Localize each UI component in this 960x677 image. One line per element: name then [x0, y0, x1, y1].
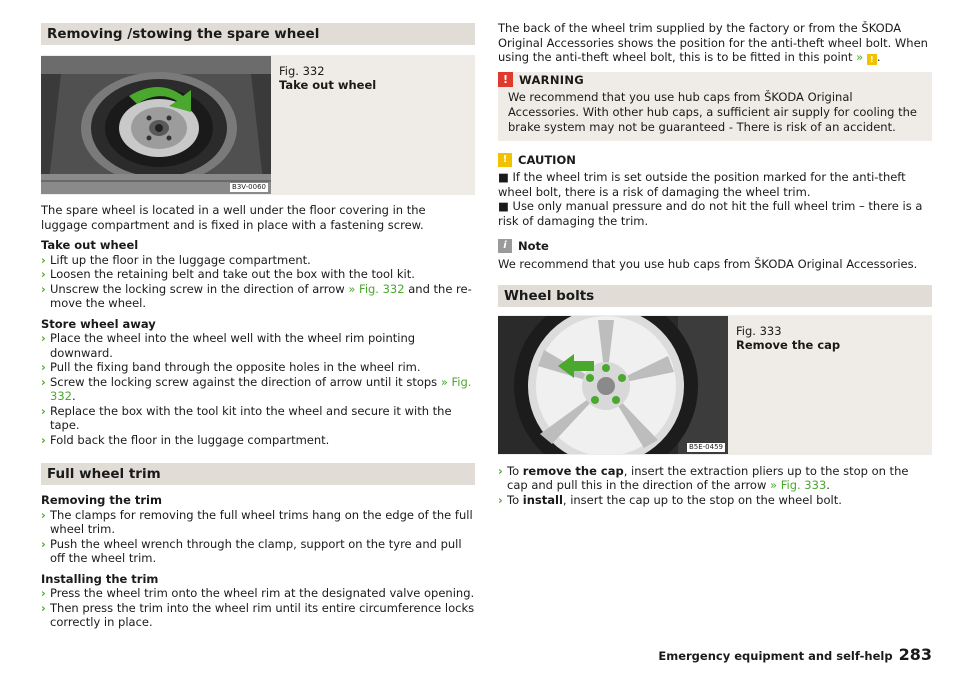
figure-code: B5E-0459	[688, 442, 723, 451]
chevron-right-icon: ›	[498, 492, 503, 507]
list-item: › Pull the fixing band through the opposite holes in the wheel rim.	[41, 360, 421, 374]
removing-heading: Removing the trim	[41, 493, 162, 507]
figure-332	[41, 55, 475, 195]
chevron-right-icon: ›	[41, 360, 46, 374]
list-item: › To remove the cap, insert the extraction pliers up to the stop on the cap and pull this in the direction of the arrow » Fig. 333.	[498, 463, 909, 492]
section-title-spare-wheel: Removing /stowing the spare wheel	[41, 23, 475, 45]
page-number: 283	[898, 645, 932, 664]
footer-section: Emergency equipment and self-help	[658, 649, 893, 663]
store-heading: Store wheel away	[41, 316, 156, 331]
page-footer	[658, 645, 932, 664]
warning-box	[498, 72, 932, 141]
section-title-wheel-bolts: Wheel bolts	[498, 285, 932, 307]
take-out-steps	[41, 253, 475, 311]
warning-label: WARNING	[519, 72, 584, 87]
fig-332-link[interactable]: » Fig. 332	[348, 281, 405, 296]
chevron-right-icon: ›	[498, 463, 503, 478]
section-title-full-wheel-trim: Full wheel trim	[41, 463, 475, 485]
list-item: › Loosen the retaining belt and take out the box with the tool kit.	[41, 267, 415, 281]
figure-caption	[271, 55, 384, 195]
figure-title: Take out wheel	[279, 78, 377, 92]
spare-wheel-image	[41, 56, 271, 194]
note-text: We recommend that you use hub caps from ŠKODA Original Accessories.	[498, 257, 918, 271]
list-item: › Then press the trim into the wheel rim until its entire circumference locks correctly in place.	[41, 600, 475, 629]
installing-steps	[41, 586, 475, 630]
chevron-right-icon: ›	[41, 507, 46, 522]
list-item: › Unscrew the locking screw in the direction of arrow » Fig. 332 and the re-move the wheel.	[41, 281, 472, 310]
figure-333	[498, 315, 932, 455]
caution-inline-icon: !	[867, 54, 877, 65]
figure-number: Fig. 333	[736, 323, 782, 338]
left-column	[41, 23, 475, 630]
intro-paragraph: The spare wheel is located in a well under the floor covering in the luggage compartment and is fixed in place with a fastening screw.	[41, 203, 426, 232]
wheel-bolt-steps	[498, 464, 932, 508]
list-item: › Push the wheel wrench through the clamp, support on the tyre and pull off the wheel trim.	[41, 536, 462, 565]
caution-header	[498, 153, 932, 167]
warning-ref-link[interactable]: »	[856, 50, 864, 64]
anti-theft-paragraph: The back of the wheel trim supplied by the factory or from the ŠKODA Original Accessories shows the position for the anti-theft wheel bolt. When using the anti-theft wheel bolt, this is to be fitted in this point » ! .	[498, 21, 928, 64]
fig-333-link[interactable]: » Fig. 333	[770, 478, 827, 492]
wheel-bolts-image	[498, 316, 728, 454]
right-column	[498, 21, 932, 507]
figure-caption	[728, 315, 848, 455]
chevron-right-icon: ›	[41, 374, 46, 389]
list-item: › The clamps for removing the full wheel trims hang on the edge of the full wheel trim.	[41, 507, 473, 536]
warning-icon: !	[498, 72, 513, 87]
list-item: › Replace the box with the tool kit into the wheel and secure it with the tape.	[41, 403, 452, 432]
spare-wheel-illustration	[41, 56, 271, 194]
chevron-right-icon: ›	[41, 432, 46, 447]
chevron-right-icon: ›	[41, 586, 46, 600]
store-steps	[41, 331, 475, 447]
chevron-right-icon: ›	[41, 536, 46, 551]
chevron-right-icon: ›	[41, 281, 46, 296]
figure-title: Remove the cap	[736, 337, 841, 352]
chevron-right-icon: ›	[41, 267, 46, 281]
caution-item-2: ■ Use only manual pressure and do not hit the full wheel trim – there is a risk of damaging the trim.	[498, 199, 923, 228]
take-out-heading: Take out wheel	[41, 238, 139, 252]
wheel-cap-illustration	[498, 316, 728, 454]
info-icon: i	[498, 239, 512, 253]
list-item: › To install, insert the cap up to the stop on the wheel bolt.	[498, 492, 842, 507]
installing-heading: Installing the trim	[41, 571, 159, 586]
list-item: › Lift up the floor in the luggage compartment.	[41, 252, 311, 267]
removing-steps	[41, 508, 475, 566]
chevron-right-icon: ›	[41, 252, 46, 267]
note-header	[498, 239, 932, 253]
chevron-right-icon: ›	[41, 331, 46, 345]
list-item: › Fold back the floor in the luggage compartment.	[41, 432, 330, 447]
chevron-right-icon: ›	[41, 600, 46, 615]
caution-label: CAUTION	[518, 153, 576, 167]
list-item: › Screw the locking screw against the direction of arrow until it stops » Fig. 332.	[41, 374, 472, 403]
list-item: › Press the wheel trim onto the wheel rim at the designated valve opening.	[41, 586, 475, 600]
chevron-right-icon: ›	[41, 403, 46, 418]
fig-332-link[interactable]: » Fig. 332	[50, 374, 472, 403]
figure-code: B3V-0060	[232, 183, 266, 191]
caution-icon: !	[498, 153, 512, 167]
note-label: Note	[518, 239, 549, 253]
warning-text: We recommend that you use hub caps from ŠKODA Original Accessories. With other hub caps, a sufficient air supply for cooling the brake system may not be guaranteed - There is risk of an accident.	[508, 90, 917, 134]
caution-item-1: ■ If the wheel trim is set outside the position marked for the anti-theft wheel bolt, there is a risk of damaging the wheel trim.	[498, 170, 906, 199]
figure-number: Fig. 332	[279, 64, 325, 78]
list-item: › Place the wheel into the wheel well with the wheel rim pointing downward.	[41, 331, 416, 360]
